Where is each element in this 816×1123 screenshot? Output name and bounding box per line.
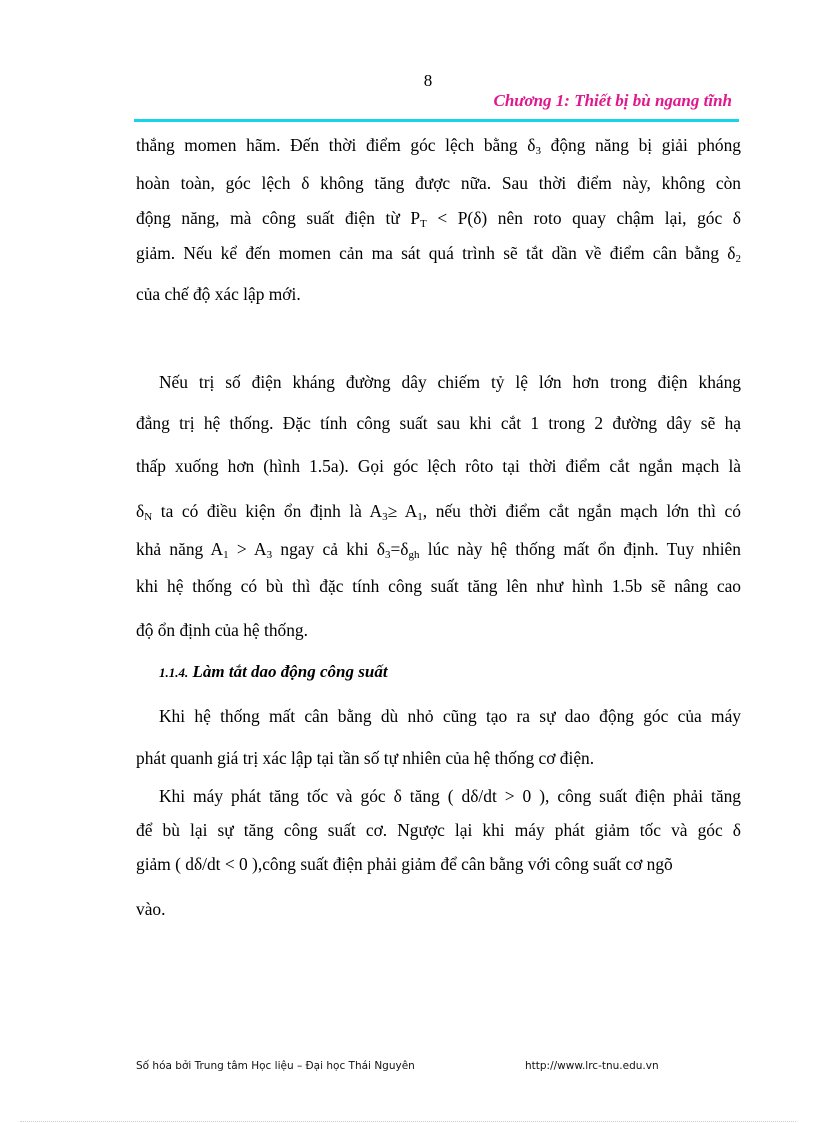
paragraph-2-line-4 — [136, 500, 741, 522]
footer-source: Số hóa bởi Trung tâm Học liệu – Đại học Thái Nguyên — [136, 1060, 415, 1072]
text-run: thắng momen hãm. Đến thời điểm góc lệch bằng δ — [136, 135, 536, 155]
header-rule — [134, 119, 739, 122]
subscript: gh — [408, 549, 420, 561]
page-number: 8 — [423, 71, 433, 90]
subscript: 3 — [384, 549, 391, 561]
subscript: T — [420, 218, 427, 230]
text-run: động năng, mà công suất điện từ P — [136, 208, 421, 228]
text-run: động năng bị giải phóng — [540, 135, 741, 155]
paragraph-2-line-7: độ ổn định của hệ thống. — [136, 620, 308, 640]
page-bottom-divider — [20, 1121, 796, 1122]
footer-url: http://www.lrc-tnu.edu.vn — [525, 1060, 659, 1072]
section-heading — [159, 662, 388, 682]
text-run: < P(δ) nên roto quay chậm lại, góc δ — [426, 208, 741, 228]
subscript: 1 — [417, 511, 423, 523]
paragraph-4-line-4: vào. — [136, 899, 166, 919]
paragraph-2-line-2: đẳng trị hệ thống. Đặc tính công suất sau khi cắt 1 trong 2 đường dây sẽ hạ — [136, 413, 741, 433]
paragraph-1-line-4 — [136, 242, 741, 264]
section-title: Làm tắt dao động công suất — [192, 662, 388, 681]
subscript: 3 — [382, 511, 388, 523]
text-run: khả năng A — [136, 539, 224, 559]
paragraph-1-line-5: của chế độ xác lập mới. — [136, 284, 301, 304]
paragraph-4-line-2: để bù lại sự tăng công suất cơ. Ngược lại khi máy phát giảm tốc và góc δ — [136, 820, 741, 840]
chapter-header-title: Chương 1: Thiết bị bù ngang tĩnh — [493, 91, 732, 110]
text-run: giảm. Nếu kể đến momen cản ma sát quá trình sẽ tắt dần về điểm cân bằng δ — [136, 243, 736, 263]
text-run: , nếu thời điểm cắt ngắn mạch lớn thì có — [422, 501, 741, 521]
text-run: ngay cả khi δ — [272, 539, 385, 559]
paragraph-1-line-2: hoàn toàn, góc lệch δ không tăng được nữa. Sau thời điểm này, không còn — [136, 173, 741, 193]
paragraph-3-line-2: phát quanh giá trị xác lập tại tần số tự nhiên của hệ thống cơ điện. — [136, 748, 595, 768]
subscript: 3 — [266, 549, 273, 561]
paragraph-4-line-3: giảm ( dδ/dt < 0 ),công suất điện phải giảm để cân bằng với công suất cơ ngõ — [136, 854, 673, 874]
paragraph-2-line-3: thấp xuống hơn (hình 1.5a). Gọi góc lệch rôto tại thời điểm cắt ngắn mạch là — [136, 456, 741, 476]
paragraph-1-line-1 — [136, 134, 741, 156]
text-run: ta có điều kiện ổn định là A — [152, 501, 383, 521]
subscript: 3 — [535, 145, 541, 157]
paragraph-1-line-3 — [136, 207, 741, 229]
paragraph-3-line-1: Khi hệ thống mất cân bằng dù nhỏ cũng tạo ra sự dao động góc của máy — [159, 706, 741, 726]
subscript: 2 — [735, 253, 741, 265]
subscript: 1 — [223, 549, 229, 561]
paragraph-4-line-1: Khi máy phát tăng tốc và góc δ tăng ( dδ/dt > 0 ), công suất điện phải tăng — [159, 786, 741, 806]
text-run: ≥ A — [387, 501, 418, 521]
text-run: =δ — [390, 539, 409, 559]
paragraph-2-line-5 — [136, 538, 741, 560]
text-run: > A — [228, 539, 267, 559]
paragraph-2-line-6: khi hệ thống có bù thì đặc tính công suất tăng lên như hình 1.5b sẽ nâng cao — [136, 576, 741, 596]
text-run: δ — [136, 501, 145, 521]
section-number: 1.1.4. — [159, 665, 189, 680]
paragraph-2-line-1: Nếu trị số điện kháng đường dây chiếm tỷ lệ lớn hơn trong điện kháng — [159, 372, 741, 392]
text-run: lúc này hệ thống mất ổn định. Tuy nhiên — [419, 539, 741, 559]
subscript: N — [144, 511, 153, 523]
